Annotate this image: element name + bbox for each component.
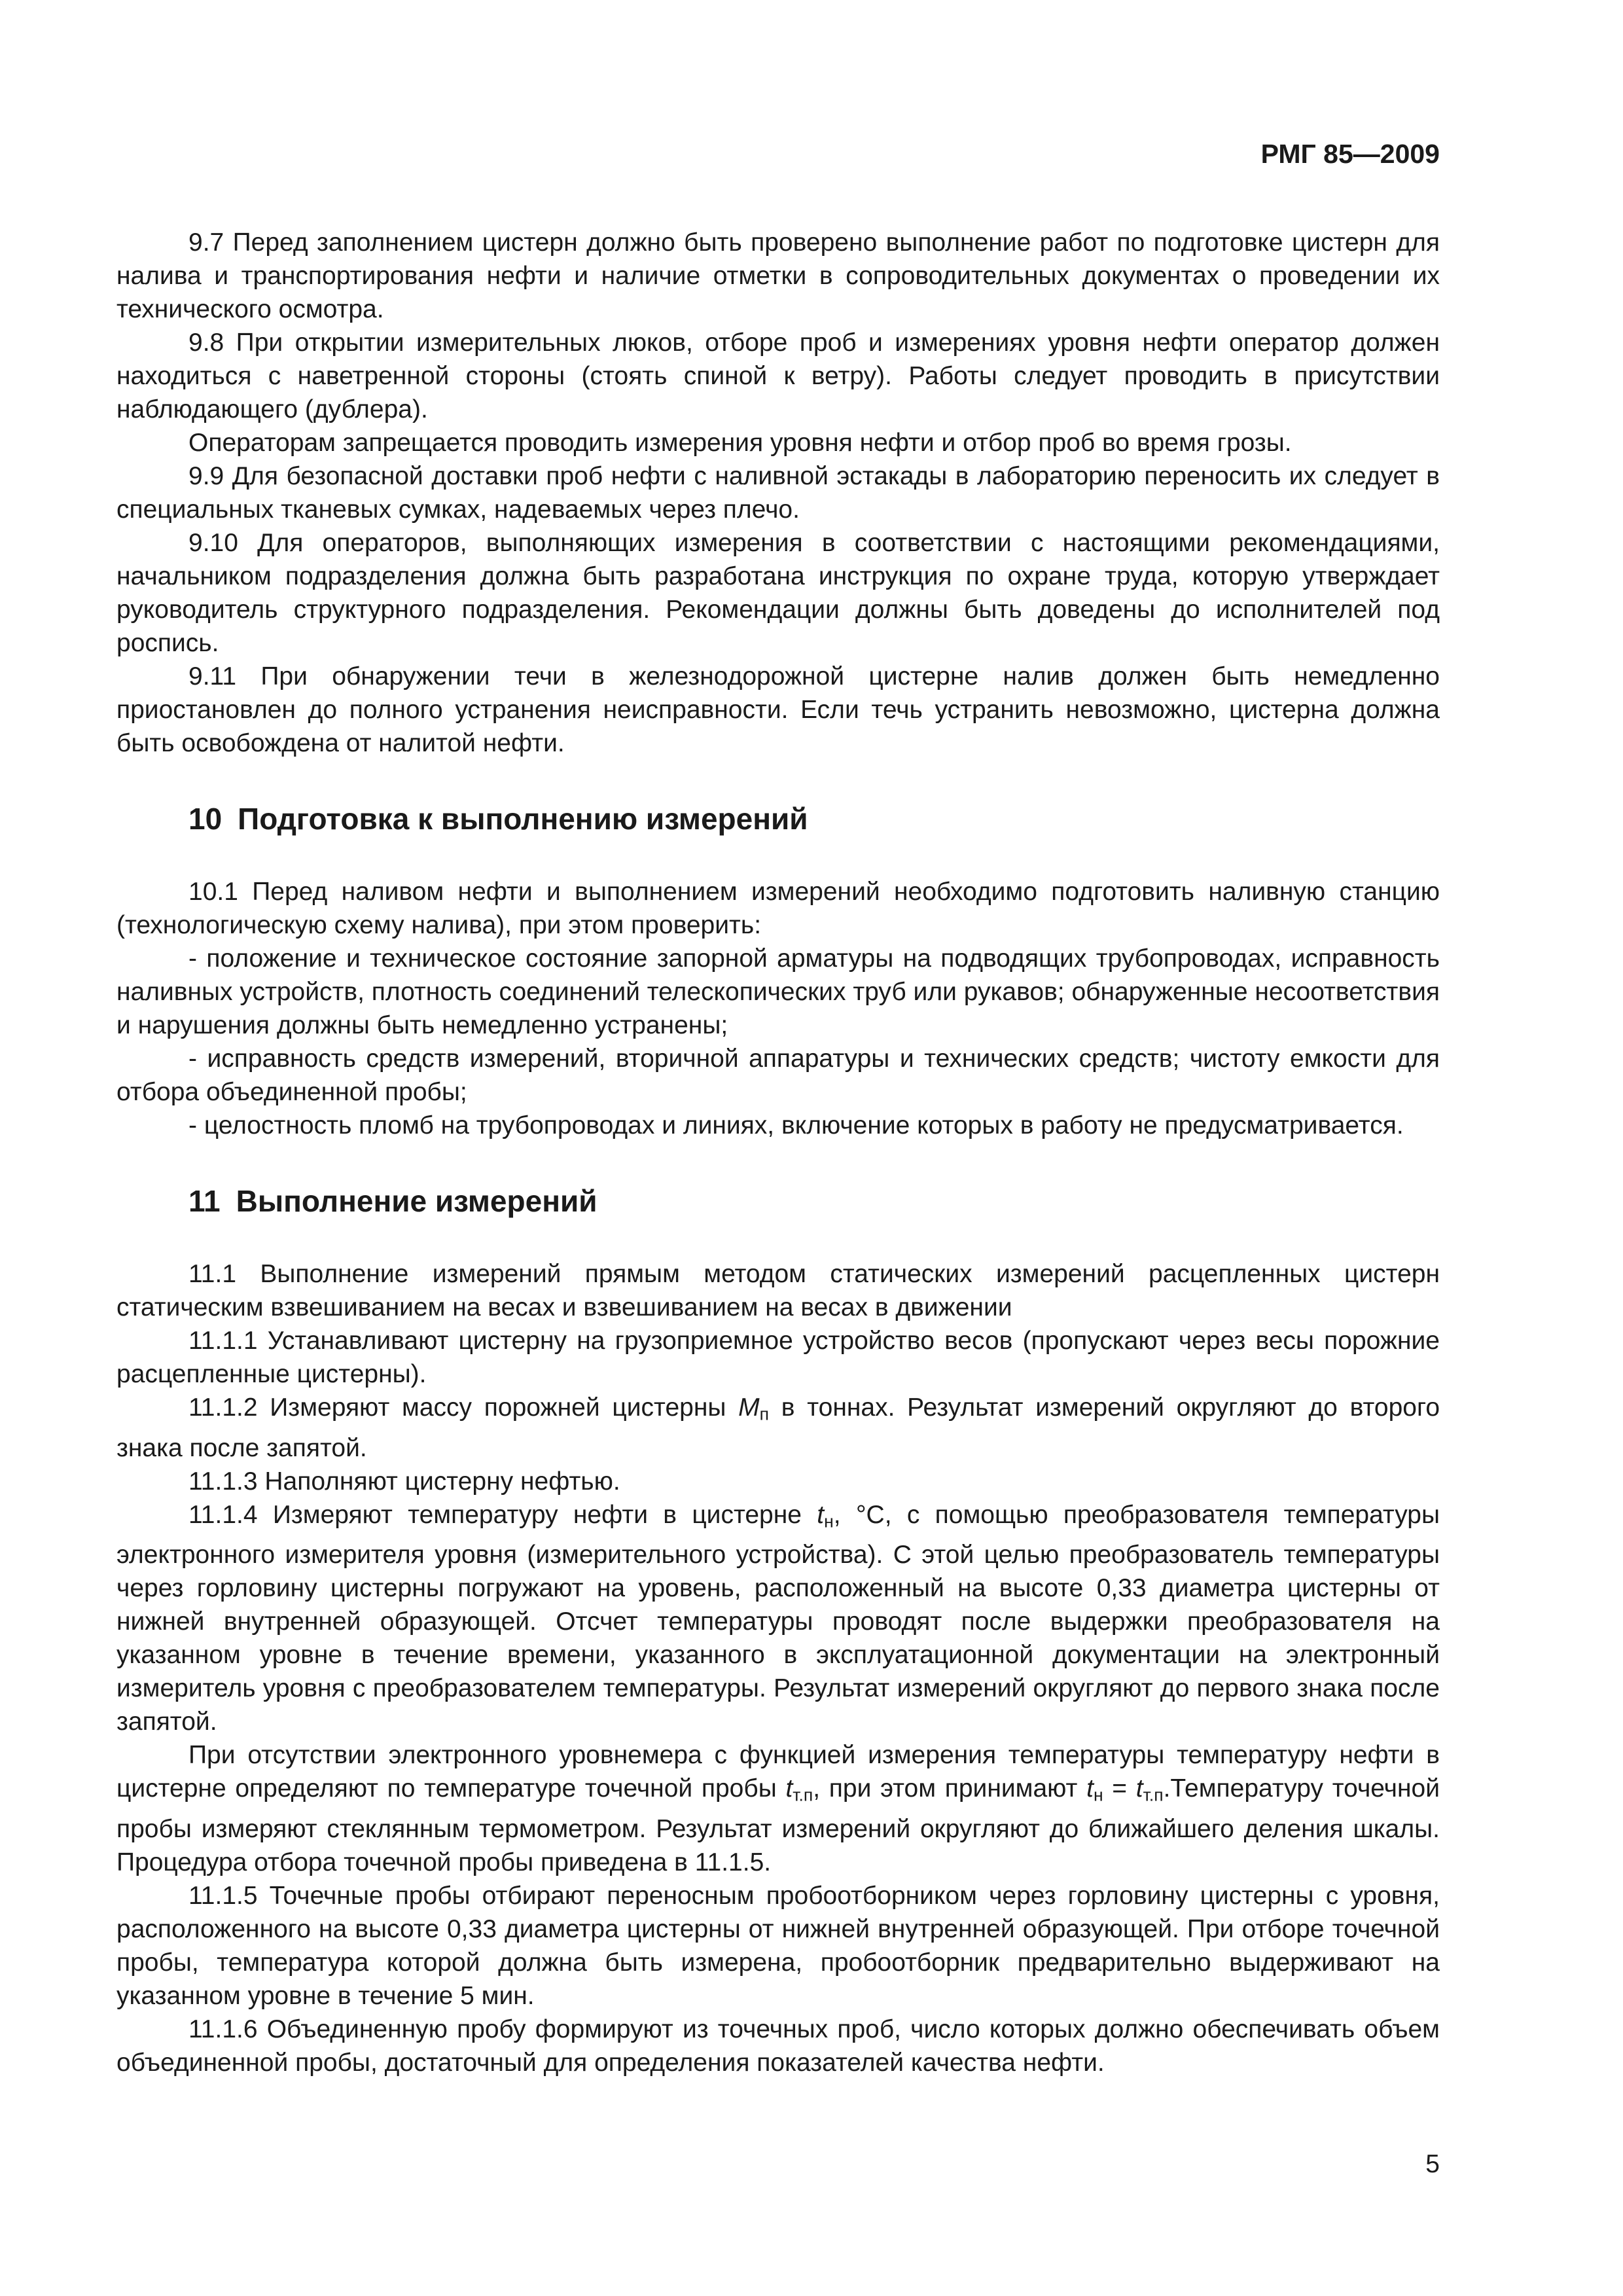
list-item-instruments: - исправность средств измерений, вторичной аппаратуры и технических средств; чистоту емкости для отбора объединенной пробы;: [116, 1045, 1440, 1106]
list-item-seals: - целостность пломб на трубопроводах и линиях, включение которых в работу не предусматривается.: [188, 1111, 1404, 1139]
paragraph-11-1-4-note: При отсутствии электронного уровнемера с функцией измерения температуры температуру нефти в цистерне определяют по температуре точечной пробы $t_{т.п}$, при этом принимают $t_н$ = $t_{т.п}.Температуру$ точечной пробы измеряют стеклянным термометром. Результат измерений округляют до ближайшего деления шкалы. Процедура отбора точечной пробы приведена в 11.1.5.: [116, 1741, 1440, 1876]
symbol-temperature: t: [785, 1774, 793, 1803]
document-page: [116, 137, 1440, 2179]
section-10-title: Подготовка к выполнению измерений: [238, 802, 808, 836]
symbol-temperature: t: [1135, 1774, 1143, 1803]
symbol-temperature: t: [817, 1500, 825, 1529]
paragraph-9-10: 9.10 Для операторов, выполняющих измерения в соответствии с настоящими рекомендациями, начальником подразделения должна быть разработана инструкция по охране труда, которую утверждает руководитель структурного подразделения. Рекомендации должны быть доведены до исполнителей под роспись.: [116, 529, 1440, 657]
paragraph-10-1: 10.1 Перед наливом нефти и выполнением измерений необходимо подготовить наливную станцию (технологическую схему налива), при этом проверить:: [116, 878, 1440, 939]
paragraph-9-11: 9.11 При обнаружении течи в железнодорожной цистерне налив должен быть немедленно приостановлен до полного устранения неисправности. Если течь устранить невозможно, цистерна должна быть освобождена от налитой нефти.: [116, 662, 1440, 757]
paragraph-11-1-5: 11.1.5 Точечные пробы отбирают переносным пробоотборником через горловину цистерны с уровня, расположенного на высоте 0,33 диаметра цистерны от нижней внутренней образующей. При отборе точечной пробы, температура которой должна быть измерена, пробоотборник предварительно выдерживают на указанном уровне в течение 5 мин.: [116, 1881, 1440, 2010]
paragraph-9-8-note: Операторам запрещается проводить измерения уровня нефти и отбор проб во время грозы.: [188, 429, 1292, 457]
list-item-valves: - положение и техническое состояние запорной арматуры на подводящих трубопроводах, исправность наливных устройств, плотность соединений телескопических труб или рукавов; обнаруженные несоответствия и нарушения должны быть немедленно устранены;: [116, 944, 1440, 1039]
section-11-number: 11: [188, 1184, 221, 1218]
paragraph-9-8: 9.8 При открытии измерительных люков, отборе проб и измерениях уровня нефти оператор должен находиться с наветренной стороны (стоять спиной к ветру). Работы следует проводить в присутствии наблюдающего (дублера).: [116, 329, 1440, 423]
section-10-number: 10: [188, 802, 223, 836]
paragraph-11-1-1: 11.1.1 Устанавливают цистерну на грузоприемное устройство весов (пропускают через весы порожние расцепленные цистерны).: [116, 1327, 1440, 1388]
section-10-heading: [116, 800, 1440, 837]
symbol-temperature: t: [1086, 1774, 1094, 1803]
section-11-title: Выполнение измерений: [236, 1184, 597, 1218]
paragraph-9-7: 9.7 Перед заполнением цистерн должно быть проверено выполнение работ по подготовке цистерн для налива и транспортирования нефти и наличие отметки в сопроводительных документах о проведении их технического осмотра.: [116, 228, 1440, 323]
page-number: 5: [1425, 2150, 1440, 2178]
paragraph-11-1-6: 11.1.6 Объединенную пробу формируют из точечных проб, число которых должно обеспечивать объем объединенной пробы, достаточный для определения показателей качества нефти.: [116, 2015, 1440, 2077]
symbol-mass: M: [738, 1393, 760, 1422]
paragraph-11-1: 11.1 Выполнение измерений прямым методом статических измерений расцепленных цистерн статическим взвешиванием на весах и взвешиванием на весах в движении: [116, 1260, 1440, 1321]
paragraph-9-9: 9.9 Для безопасной доставки проб нефти с наливной эстакады в лабораторию переносить их следует в специальных тканевых сумках, надеваемых через плечо.: [116, 462, 1440, 524]
paragraph-11-1-4: 11.1.4 Измеряют температуру нефти в цистерне $t_н$, °С, с помощью преобразователя температуры электронного измерителя уровня (измерительного устройства). С этой целью преобразователь температуры через горловину цистерны погружают на уровень, расположенный на высоте 0,33 диаметра цистерны от нижней внутренней образующей. Отсчет температуры проводят после выдержки преобразователя на указанном уровне в течение времени, указанного в эксплуатационной документации на электронный измеритель уровня с преобразователем температуры. Результат измерений округляют до первого знака после запятой.: [116, 1500, 1440, 1736]
paragraph-11-1-2: 11.1.2 Измеряют массу порожней цистерны $M_п$ в тоннах. Результат измерений округляют до второго знака после запятой.: [116, 1393, 1440, 1462]
section-11-heading: [116, 1183, 1440, 1219]
document-id-header: РМГ 85—2009: [1260, 139, 1440, 169]
paragraph-11-1-3: 11.1.3 Наполняют цистерну нефтью.: [188, 1467, 620, 1496]
body-text: [116, 226, 1440, 2079]
